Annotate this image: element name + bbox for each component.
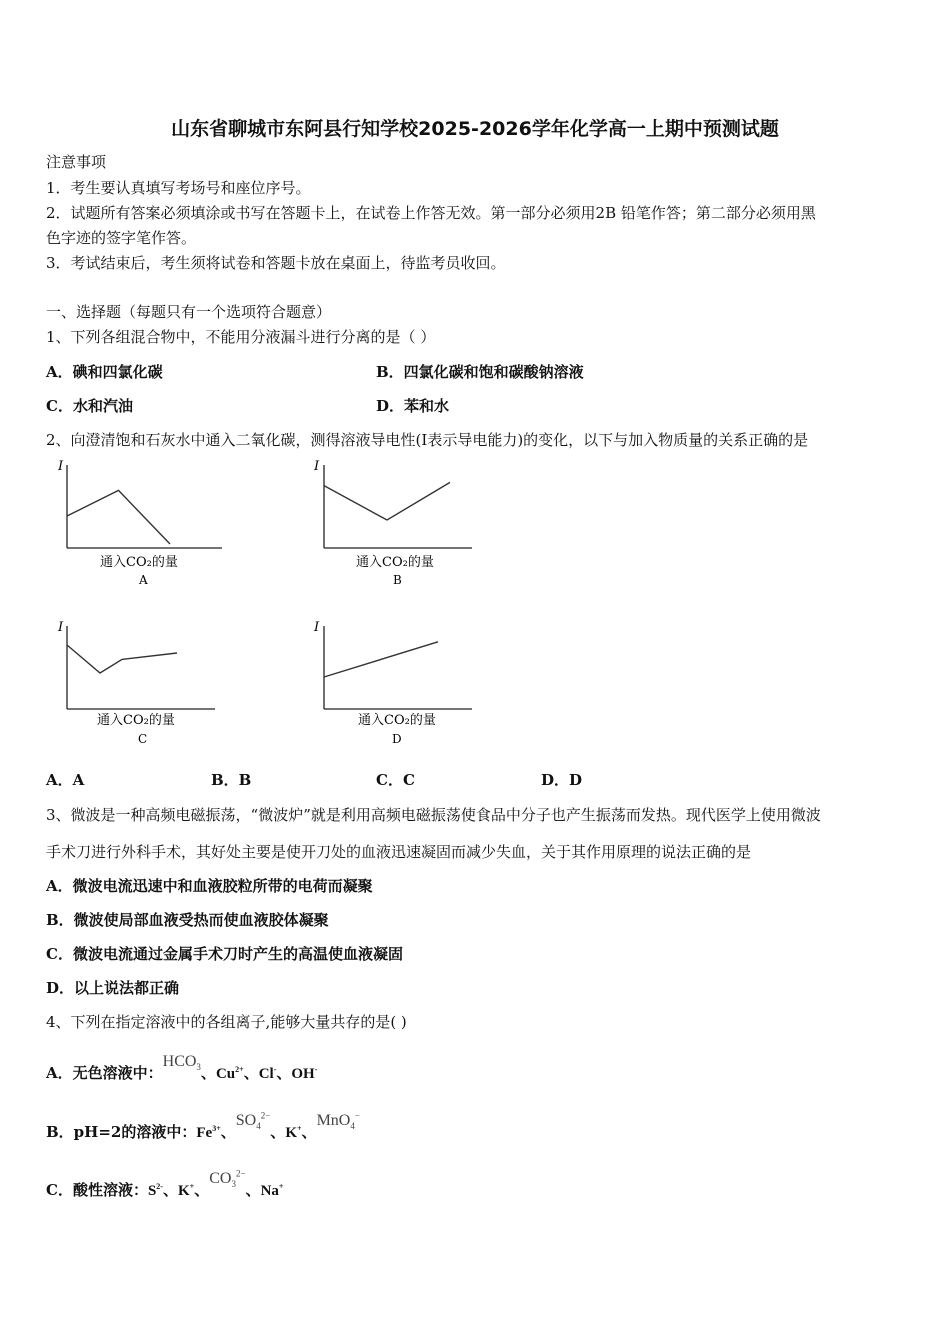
chart-label: D xyxy=(392,732,402,746)
q3-option-a: A．微波电流迅速中和血液胶粒所带的电荷而凝聚 xyxy=(46,877,373,895)
q4-option-c: C．酸性溶液：$S^{2-}$、K+、$CO_3^{2-}$、Na+ xyxy=(46,1169,284,1200)
chart-D xyxy=(313,620,472,746)
q3-stem-line1: 3、微波是一种高频电磁振荡，“微波炉”就是利用高频电磁振荡使食品中分子也产生振荡而发热。现代医学上使用微波 xyxy=(46,806,821,824)
q1-stem: 1、下列各组混合物中，不能用分液漏斗进行分离的是（ ） xyxy=(46,328,436,346)
q2-option-d: D．D xyxy=(541,771,583,789)
chart-B xyxy=(313,459,472,587)
q1-option-d: D．苯和水 xyxy=(376,397,450,415)
ion-mno4: MnO$_4$− xyxy=(316,1111,360,1132)
section-heading: 一、选择题（每题只有一个选项符合题意） xyxy=(46,303,332,321)
q1-option-a: A．碘和四氯化碳 xyxy=(46,363,163,381)
notice-item: 色字迹的签字笔作答。 xyxy=(46,229,197,247)
q2-stem: 2、向澄清饱和石灰水中通入二氧化碳，测得溶液导电性(I表示导电能力)的变化，以下与加入物质量的关系正确的是 xyxy=(46,431,809,449)
q2-option-b: B．B xyxy=(211,771,252,789)
q4-stem: 4、下列在指定溶液中的各组离子,能够大量共存的是( ) xyxy=(46,1013,407,1031)
q3-stem-line2: 手术刀进行外科手术，其好处主要是使开刀处的血液迅速凝固而减少失血，关于其作用原理的说法正确的是 xyxy=(46,843,752,861)
chart-label: C xyxy=(138,732,148,746)
series-line xyxy=(67,490,170,544)
notice-item: 2．试题所有答案必须填涂或书写在答题卡上，在试卷上作答无效。第一部分必须用2B 铅笔作答；第二部分必须用黑 xyxy=(46,204,816,222)
series-line xyxy=(67,645,177,673)
chart-label: A xyxy=(139,573,148,587)
q2-option-c: C．C xyxy=(376,771,415,789)
y-axis-label: I xyxy=(58,459,64,474)
q3-option-d: D．以上说法都正确 xyxy=(46,979,180,997)
ion-hco3: $HCO_3$ xyxy=(162,1053,201,1073)
series-line xyxy=(324,482,450,520)
page-title: 山东省聊城市东阿县行知学校2025-2026学年化学高一上期中预测试题 xyxy=(171,118,779,140)
chart-C xyxy=(57,620,215,746)
y-axis-label: I xyxy=(314,459,320,474)
series-line xyxy=(324,642,438,677)
q4-option-b: B．pH=2的溶液中：$Fe^{3+}$、$SO_4^{2-}$、K+、MnO$_4$− xyxy=(46,1111,360,1142)
chart-label: B xyxy=(393,573,402,587)
q3-option-b: B．微波使局部血液受热而使血液胶体凝聚 xyxy=(46,911,329,929)
y-axis-label: I xyxy=(58,620,64,635)
x-axis-label: 通入CO₂的量 xyxy=(358,713,436,728)
q1-option-c: C．水和汽油 xyxy=(46,397,133,415)
ion-co3: $CO_3^{2-}$ xyxy=(209,1169,246,1190)
notice-item: 1．考生要认真填写考场号和座位序号。 xyxy=(46,179,311,197)
q3-option-c: C．微波电流通过金属手术刀时产生的高温使血液凝固 xyxy=(46,945,403,963)
q2-option-a: A．A xyxy=(46,771,85,789)
q4-option-a: A．无色溶液中：$HCO_3$、$Cu^{2+}$、Cl-、OH- xyxy=(46,1053,318,1082)
chart-A xyxy=(57,459,222,587)
x-axis-label: 通入CO₂的量 xyxy=(100,555,178,570)
x-axis-label: 通入CO₂的量 xyxy=(97,713,175,728)
q1-option-b: B．四氯化碳和饱和碳酸钠溶液 xyxy=(376,363,584,381)
x-axis-label: 通入CO₂的量 xyxy=(356,555,434,570)
ion-so4: $SO_4^{2-}$ xyxy=(235,1111,271,1132)
y-axis-label: I xyxy=(314,620,320,635)
notice-heading: 注意事项 xyxy=(46,153,107,171)
notice-item: 3．考试结束后，考生须将试卷和答题卡放在桌面上，待监考员收回。 xyxy=(46,254,506,272)
q2-charts xyxy=(0,450,950,790)
